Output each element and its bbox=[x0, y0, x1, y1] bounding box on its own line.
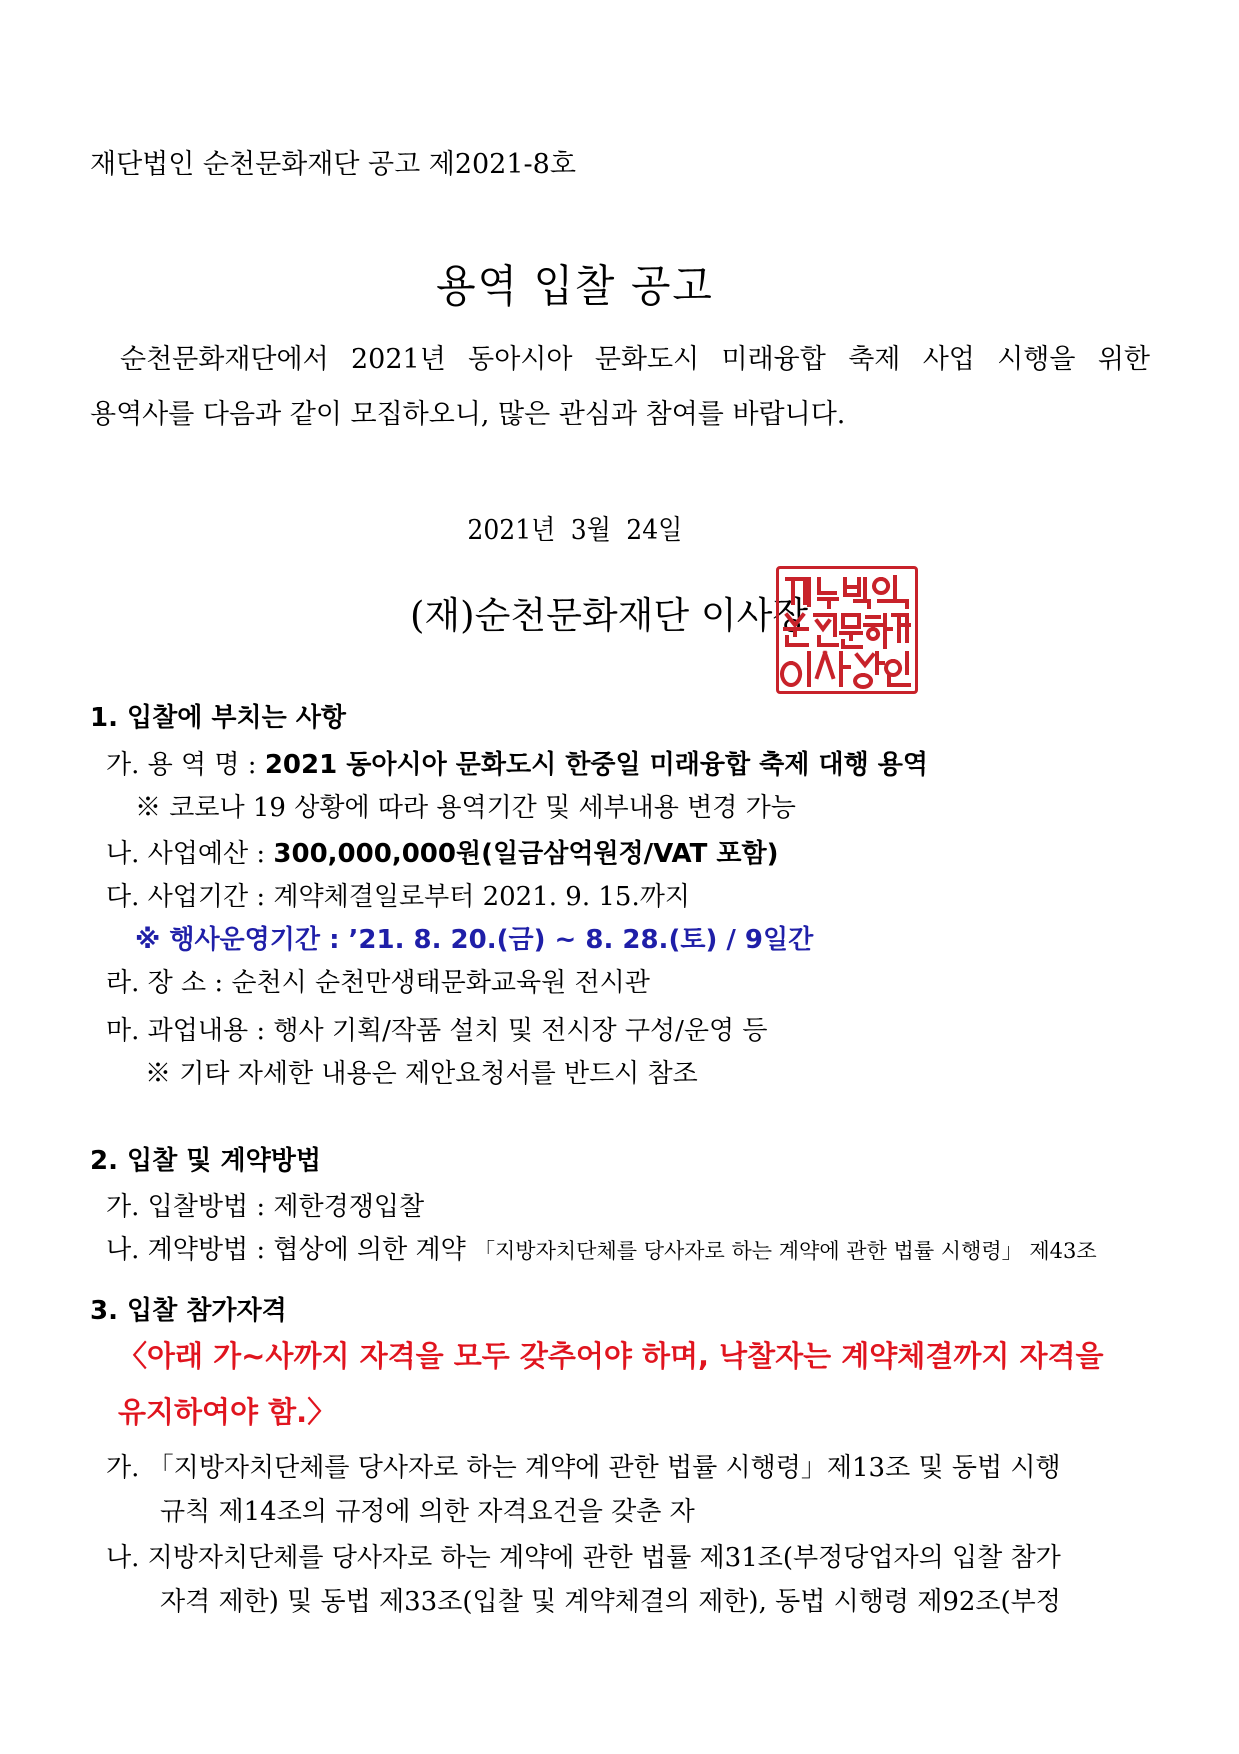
budget-value: 300,000,000원(일금삼억원정/VAT 포함) bbox=[273, 839, 779, 869]
section-3-item-ga-line-2: 규칙 제14조의 규정에 의한 자격요건을 갖춘 자 bbox=[160, 1497, 695, 1527]
section-3-heading: 3. 입찰 참가자격 bbox=[90, 1296, 287, 1326]
event-period-note: ※ 행사운영기간 : ’21. 8. 20.(금) ~ 8. 28.(토) / 9일간 bbox=[135, 925, 814, 955]
seal-graphic bbox=[779, 569, 915, 691]
section-2-heading: 2. 입찰 및 계약방법 bbox=[90, 1146, 321, 1176]
official-seal-icon bbox=[776, 566, 918, 694]
section-1-ma-note: ※ 기타 자세한 내용은 제안요청서를 반드시 참조 bbox=[145, 1059, 698, 1089]
qualification-notice-line-2: 유지하여야 함.〉 bbox=[118, 1395, 337, 1429]
section-1-item-ga bbox=[106, 744, 928, 781]
intro-line-1: 순천문화재단에서 2021년 동아시아 문화도시 미래융합 축제 사업 시행을 위한 bbox=[120, 344, 1150, 375]
contract-law-reference: 「지방자치단체를 당사자로 하는 계약에 관한 법률 시행령」 제43조 bbox=[474, 1239, 1097, 1263]
intro-paragraph bbox=[90, 332, 1150, 442]
service-name-value: 2021 동아시아 문화도시 한중일 미래융합 축제 대행 용역 bbox=[264, 750, 928, 780]
section-1-heading: 1. 입찰에 부치는 사항 bbox=[90, 703, 347, 733]
notice-number: 재단법인 순천문화재단 공고 제2021-8호 bbox=[90, 149, 576, 180]
service-name-label: 가. 용 역 명 : bbox=[106, 750, 265, 780]
notice-date: 2021년 3월 24일 bbox=[467, 515, 683, 546]
section-3-item-ga-line-1: 가. 「지방자치단체를 당사자로 하는 계약에 관한 법률 시행령」제13조 및 동법 시행 bbox=[106, 1453, 1061, 1483]
section-2-item-ga: 가. 입찰방법 : 제한경쟁입찰 bbox=[106, 1192, 425, 1222]
budget-label: 나. 사업예산 : bbox=[106, 839, 274, 869]
section-1-item-na bbox=[106, 833, 779, 870]
contract-method: 나. 계약방법 : 협상에 의한 계약 bbox=[106, 1235, 475, 1265]
section-1-item-da: 다. 사업기간 : 계약체결일로부터 2021. 9. 15.까지 bbox=[106, 882, 690, 912]
issuer-name: (재)순천문화재단 이사장 bbox=[410, 594, 809, 637]
document-title: 용역 입찰 공고 bbox=[436, 261, 714, 312]
section-3-item-na-line-2: 자격 제한) 및 동법 제33조(입찰 및 계약체결의 제한), 동법 시행령 제92조(부정 bbox=[160, 1587, 1061, 1617]
section-1-item-ma: 마. 과업내용 : 행사 기획/작품 설치 및 전시장 구성/운영 등 bbox=[106, 1016, 768, 1046]
section-3-item-na-line-1: 나. 지방자치단체를 당사자로 하는 계약에 관한 법률 제31조(부정당업자의 입찰 참가 bbox=[106, 1543, 1061, 1573]
section-2-item-na bbox=[106, 1229, 1097, 1266]
section-1-ga-note: ※ 코로나 19 상황에 따라 용역기간 및 세부내용 변경 가능 bbox=[135, 793, 796, 823]
intro-line-2: 용역사를 다음과 같이 모집하오니, 많은 관심과 참여를 바랍니다. bbox=[90, 399, 846, 430]
qualification-notice-line-1: 〈아래 가~사까지 자격을 모두 갖추어야 하며, 낙찰자는 계약체결까지 자격을 bbox=[118, 1339, 1104, 1373]
section-1-item-ra: 라. 장 소 : 순천시 순천만생태문화교육원 전시관 bbox=[106, 968, 650, 998]
